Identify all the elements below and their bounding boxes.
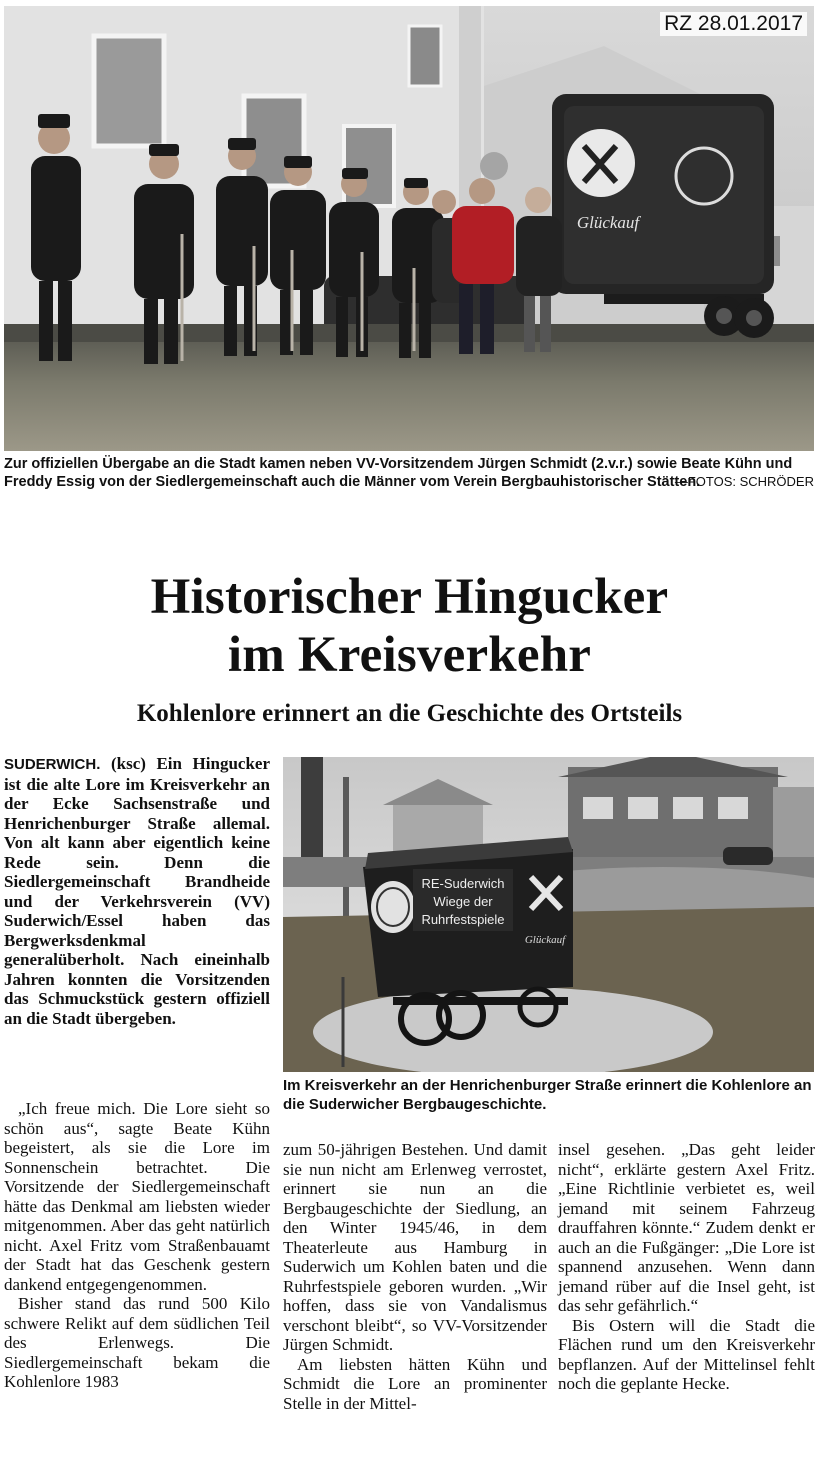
mid-lore-glueckauf-label: Glückauf — [524, 934, 566, 946]
dateline: SUDERWICH. — [4, 756, 101, 773]
column-1-paragraph-1: „Ich freue mich. Die Lore sieht so schön aus“, sagte Beate Kühn begeistert, als sie die Lore im Sonnenschein betrachtet. Die Vorsitzende der Siedlergemeinschaft hätte das Denkmal am liebsten wieder mitgenommen. Aber das geht natürlich nicht. Axel Fritz vom Straßenbauamt der Stadt hat das Geschenk gestern dankend entgegengenommen. — [4, 1099, 270, 1294]
column-1-paragraph-2: Bisher stand das rund 500 Kilo schwere Relikt auf dem südlichen Teil des Erlenwegs. Die Siedlergemeinschaft bekam die Kohlenlore 1983 — [4, 1294, 270, 1391]
lore-glueckauf-label: Glückauf — [576, 213, 640, 232]
column-2-paragraph-2: Am liebsten hätten Kühn und Schmidt die Lore an prominenter Stelle in der Mittel- — [283, 1354, 547, 1413]
photo-credit: —FOTOS: SCHRÖDER — [674, 474, 814, 489]
roundabout-photo-caption: Im Kreisverkehr an der Henrichenburger Straße erinnert die Kohlenlore an die Suderwicher Bergbaugeschichte. — [283, 1077, 812, 1113]
sign-line-2: Wiege der — [433, 894, 493, 909]
headline — [0, 568, 819, 684]
top-photo-caption-text: Zur offiziellen Übergabe an die Stadt kamen neben VV-Vorsitzendem Jürgen Schmidt (2.v.r.) sowie Beate Kühn und Freddy Essig von der Siedlergemeinschaft auch die Männer vom Verein Bergbauhistorischer Stätten. — [4, 456, 793, 490]
sign-line-1: RE-Suderwich — [421, 876, 505, 891]
sign-line-3: Ruhrfestspiele — [421, 912, 505, 927]
column-2-paragraph-1: zum 50-jährigen Bestehen. Und damit sie nun nicht am Erlenweg verrostet, erinnert sie nun an die Bergbaugeschichte der Siedlung, an den Winter 1945/46, in dem Theaterleute aus Hamburg in Suderwich um Kohlen baten und die Ruhrfestspiele geboren wurden. „Wir hoffen, dass sie von Vandalismus verschont bleibt“, so VV-Vorsitzender Jürgen Schmidt. — [283, 1140, 547, 1354]
column-3-paragraph-1: insel gesehen. „Das geht leider nicht“, erklärte gestern Axel Fritz. „Eine Richtlinie verbietet es, weil jemand mit seinem Fahrzeug drauffahren könnte.“ Zudem denkt er auch an die Fußgänger: „Die Lore ist spannend anzusehen. Wenn dann jemand rüber auf die Insel geht, ist das sehr gefährlich.“ — [558, 1140, 815, 1315]
subheadline: Kohlenlore erinnert an die Geschichte des Ortsteils — [136, 700, 683, 727]
publication-date-stamp: RZ 28.01.2017 — [660, 12, 807, 36]
headline-line-1: Historischer Hingucker — [150, 569, 669, 625]
body-column-2 — [283, 1140, 547, 1413]
column-3-paragraph-2: Bis Ostern will die Stadt die Flächen rund um den Kreisverkehr bepflanzen. Auf der Mittelinsel fehlt noch die geplante Hecke. — [558, 1315, 815, 1393]
headline-line-2: im Kreisverkehr — [227, 627, 592, 683]
lead-paragraph — [4, 754, 270, 1028]
top-photo — [4, 6, 814, 451]
lead-text: (ksc) Ein Hingucker ist die alte Lore im Kreisverkehr an der Ecke Sachsenstraße und Henrichenburger Straße allemal. Von alt kann aber eigentlich keine Rede sein. Denn die Siedlergemeinschaft Brandheide und der Verkehrsverein (VV) Suderwich/Essel haben das Bergwerksdenkmal generalüberholt. Nach eineinhalb Jahren konnten die Vorsitzenden das Schmuckstück gestern offiziell an die Stadt übergeben. — [4, 754, 270, 1028]
top-photo-caption — [4, 455, 814, 491]
body-column-3 — [558, 1140, 815, 1394]
body-column-1 — [4, 1099, 270, 1392]
roundabout-photo — [283, 757, 814, 1072]
